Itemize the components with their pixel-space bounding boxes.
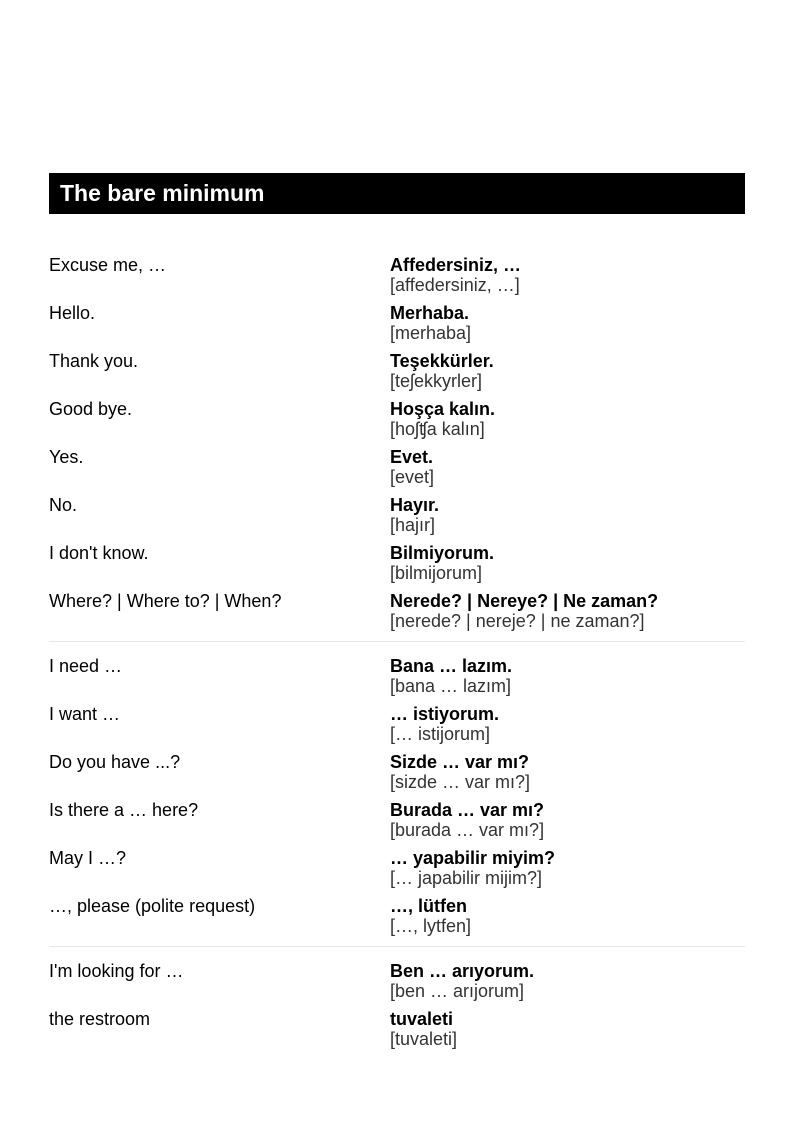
phrase-row [49, 1009, 745, 1059]
phrase-group-looking-for [49, 946, 745, 1059]
turkish-cell [390, 1009, 745, 1059]
phrase-group-requests [49, 641, 745, 946]
turkish-cell [390, 896, 745, 946]
english-phrase: I don't know. [49, 543, 149, 563]
turkish-phrase: Burada … var mı? [390, 800, 545, 820]
phrase-row [49, 752, 745, 800]
turkish-phrase: Teşekkürler. [390, 351, 494, 371]
phrase-row [49, 848, 745, 896]
english-phrase: Is there a … here? [49, 800, 199, 820]
english-phrase: I want … [49, 704, 121, 724]
english-phrase: Excuse me, … [49, 255, 167, 275]
phrase-row [49, 800, 745, 848]
turkish-cell [390, 800, 745, 848]
turkish-phrase: Hoşça kalın. [390, 399, 496, 419]
pronunciation: [merhaba] [390, 323, 472, 343]
pronunciation: [teʃekkyrler] [390, 371, 483, 391]
turkish-cell [390, 961, 745, 1009]
pronunciation: [hoʃʧa kalın] [390, 419, 485, 439]
phrase-groups [49, 255, 745, 1059]
turkish-cell [390, 543, 745, 591]
english-phrase: I need … [49, 656, 123, 676]
phrase-row [49, 495, 745, 543]
english-phrase: …, please (polite request) [49, 896, 256, 916]
phrase-row [49, 255, 745, 303]
turkish-cell [390, 591, 745, 641]
phrase-row [49, 704, 745, 752]
turkish-phrase: Merhaba. [390, 303, 470, 323]
english-phrase: Thank you. [49, 351, 139, 371]
pronunciation: […, lytfen] [390, 916, 472, 936]
turkish-phrase: Bana … lazım. [390, 656, 513, 676]
pronunciation: [tuvaleti] [390, 1029, 458, 1049]
turkish-cell [390, 752, 745, 800]
turkish-phrase: Sizde … var mı? [390, 752, 530, 772]
english-phrase: Do you have ...? [49, 752, 181, 772]
turkish-cell [390, 848, 745, 896]
english-phrase: the restroom [49, 1009, 151, 1029]
section-title: The bare minimum [49, 173, 745, 214]
turkish-phrase: … istiyorum. [390, 704, 500, 724]
phrase-group-basics [49, 255, 745, 641]
phrasebook-page [49, 173, 745, 1059]
phrase-row [49, 399, 745, 447]
turkish-phrase: Ben … arıyorum. [390, 961, 535, 981]
turkish-phrase: Bilmiyorum. [390, 543, 495, 563]
turkish-cell [390, 447, 745, 495]
turkish-phrase: … yapabilir miyim? [390, 848, 556, 868]
phrase-row [49, 447, 745, 495]
pronunciation: [nerede? | nereje? | ne zaman?] [390, 611, 645, 631]
english-phrase: May I …? [49, 848, 127, 868]
turkish-cell [390, 303, 745, 351]
phrase-row [49, 303, 745, 351]
turkish-cell [390, 255, 745, 303]
phrase-row [49, 961, 745, 1009]
phrase-row [49, 896, 745, 946]
turkish-cell [390, 656, 745, 704]
turkish-cell [390, 495, 745, 543]
english-phrase: Hello. [49, 303, 96, 323]
phrase-row [49, 351, 745, 399]
turkish-cell [390, 399, 745, 447]
turkish-cell [390, 704, 745, 752]
pronunciation: [hajır] [390, 515, 436, 535]
phrase-row [49, 543, 745, 591]
turkish-phrase: Affedersiniz, … [390, 255, 522, 275]
english-phrase: Where? | Where to? | When? [49, 591, 282, 611]
turkish-phrase: Hayır. [390, 495, 440, 515]
pronunciation: [… japabilir mijim?] [390, 868, 543, 888]
pronunciation: [ben … arıjorum] [390, 981, 525, 1001]
pronunciation: [burada … var mı?] [390, 820, 545, 840]
turkish-cell [390, 351, 745, 399]
english-phrase: Good bye. [49, 399, 133, 419]
pronunciation: [bilmijorum] [390, 563, 483, 583]
pronunciation: [sizde … var mı?] [390, 772, 531, 792]
turkish-phrase: …, lütfen [390, 896, 467, 916]
turkish-phrase: Nerede? | Nereye? | Ne zaman? [390, 591, 659, 611]
english-phrase: No. [49, 495, 78, 515]
phrase-row [49, 656, 745, 704]
pronunciation: [evet] [390, 467, 435, 487]
phrase-row [49, 591, 745, 641]
english-phrase: Yes. [49, 447, 84, 467]
turkish-phrase: Evet. [390, 447, 434, 467]
pronunciation: [bana … lazım] [390, 676, 512, 696]
pronunciation: [… istijorum] [390, 724, 491, 744]
pronunciation: [affedersiniz, …] [390, 275, 520, 295]
english-phrase: I'm looking for … [49, 961, 184, 981]
turkish-phrase: tuvaleti [390, 1009, 454, 1029]
